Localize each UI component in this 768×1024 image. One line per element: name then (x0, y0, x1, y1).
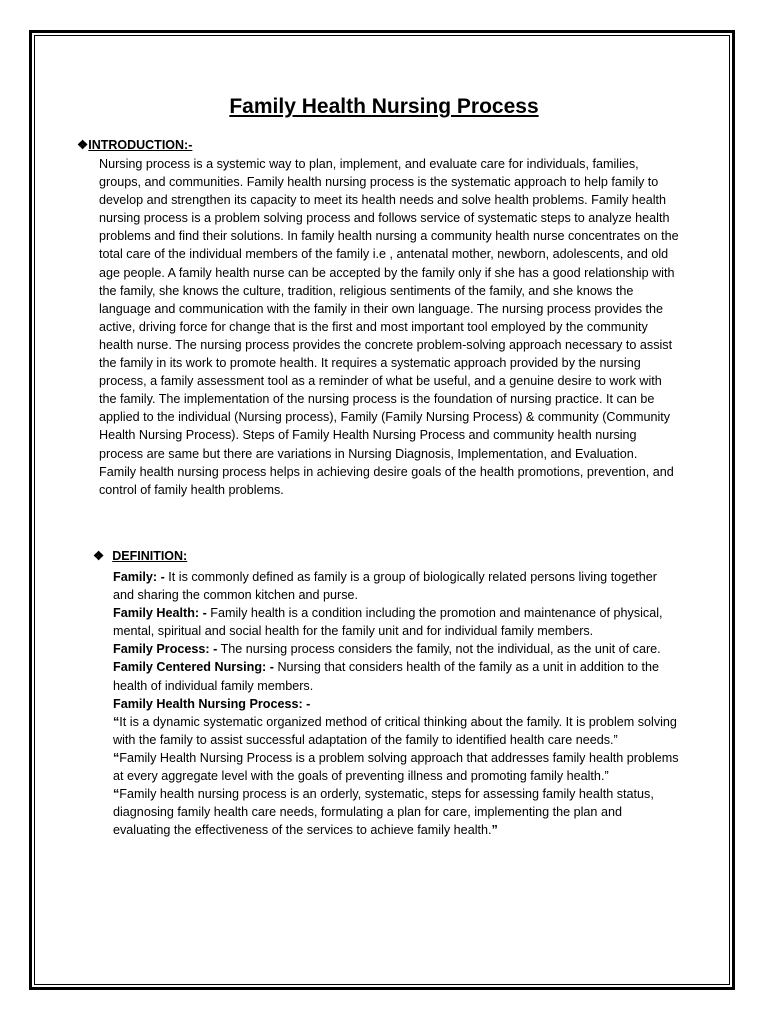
definition-quote (113, 785, 679, 839)
definition-text: It is commonly defined as family is a group of biologically related persons living together and sharing the common kitchen and purse. (113, 570, 657, 603)
quote-open-mark: “ (113, 787, 120, 802)
definition-family-centered-nursing (113, 658, 679, 694)
document-title: Family Health Nursing Process (229, 95, 539, 118)
introduction-paragraph: Family health nursing process helps in achieving desire goals of the health promotions, prevention, and control of family health problems. (99, 464, 674, 497)
quote-text: Family Health Nursing Process is a problem solving approach that addresses family health problems at every aggregate level with the goals of preventing illness and promoting family health.” (113, 750, 679, 784)
quote-text: Family health nursing process is an orderly, systematic, steps for assessing family health status, diagnosing family health care needs, formulating a plan for care, implementing the plan and evaluating the effectiveness of the services to achieve family health. (113, 787, 654, 838)
quote-close-mark: ” (491, 823, 498, 838)
diamond-bullet-icon: ❖ (77, 138, 89, 152)
definition-family-health (113, 604, 679, 640)
definition-term: Family Health Nursing Process: - (113, 696, 311, 711)
definition-text: Family health is a condition including the promotion and maintenance of physical, mental, spiritual and social health for the family unit and for individual family members. (113, 606, 663, 639)
introduction-paragraph: Nursing process is a systemic way to plan, implement, and evaluate care for individuals, families, groups, and communities. Family health nursing process is the systematic approach to help family to develop and strengthen its capacity to meet its health needs and solve health problems. Family health nursing process is a problem solving process and follows service of systematic steps to analyze health problems and find their solutions. In family health nursing a community health nurse concentrates on the total care of the individual members of the family i.e , antenatal mother, newborn, adolescents, and old age people. A family health nurse can be accepted by the family only if she has a good relationship with the family, she knows the culture, tradition, religious sentiments of the family, and she knows the language and communication with the family in their own language. The nursing process provides the active, driving force for change that is the first and most important tool employed by the community health nurse. The nursing process provides the concrete problem-solving approach necessary to assist the family in its work to promote health. It requires a systematic approach provided by the nursing process, a family assessment tool as a reminder of what be useful, and a genuine desire to work with the family. The implementation of the nursing process is the foundation of nursing practice. It can be applied to the individual (Nursing process), Family (Family Nursing Process) & community (Community Health Nursing Process). Steps of Family Health Nursing Process and community health nursing process are same but there are variations in Nursing Diagnosis, Implementation, and Evaluation. (99, 157, 679, 461)
definition-body (113, 568, 679, 839)
diamond-bullet-icon: ❖ (93, 549, 105, 563)
quote-text: It is a dynamic systematic organized method of critical thinking about the family. It is problem solving with the family to assist successful adaptation of the family to identified health care needs.” (113, 714, 677, 747)
definition-text: Nursing that considers health of the family as a unit in addition to the health of individual family members. (113, 660, 659, 693)
quote-open-mark: “ (113, 714, 120, 729)
definition-term: Family: - (113, 570, 165, 584)
introduction-heading-label: INTRODUCTION:- (88, 138, 193, 152)
introduction-heading (77, 138, 192, 153)
definition-family (113, 568, 679, 604)
definition-quote (113, 749, 679, 785)
definition-family-process (113, 640, 679, 658)
definition-term: Family Health: - (113, 606, 207, 621)
definition-family-health-nursing-process (113, 695, 679, 713)
definition-term: Family Centered Nursing: - (113, 660, 274, 675)
definition-heading (93, 549, 187, 564)
definition-term: Family Process: - (113, 642, 218, 657)
definition-heading-label: DEFINITION: (112, 549, 188, 563)
definition-text: The nursing process considers the family, not the individual, as the unit of care. (217, 642, 661, 657)
quote-open-mark: “ (113, 750, 120, 765)
definition-quote (113, 713, 679, 749)
introduction-body (99, 155, 681, 499)
